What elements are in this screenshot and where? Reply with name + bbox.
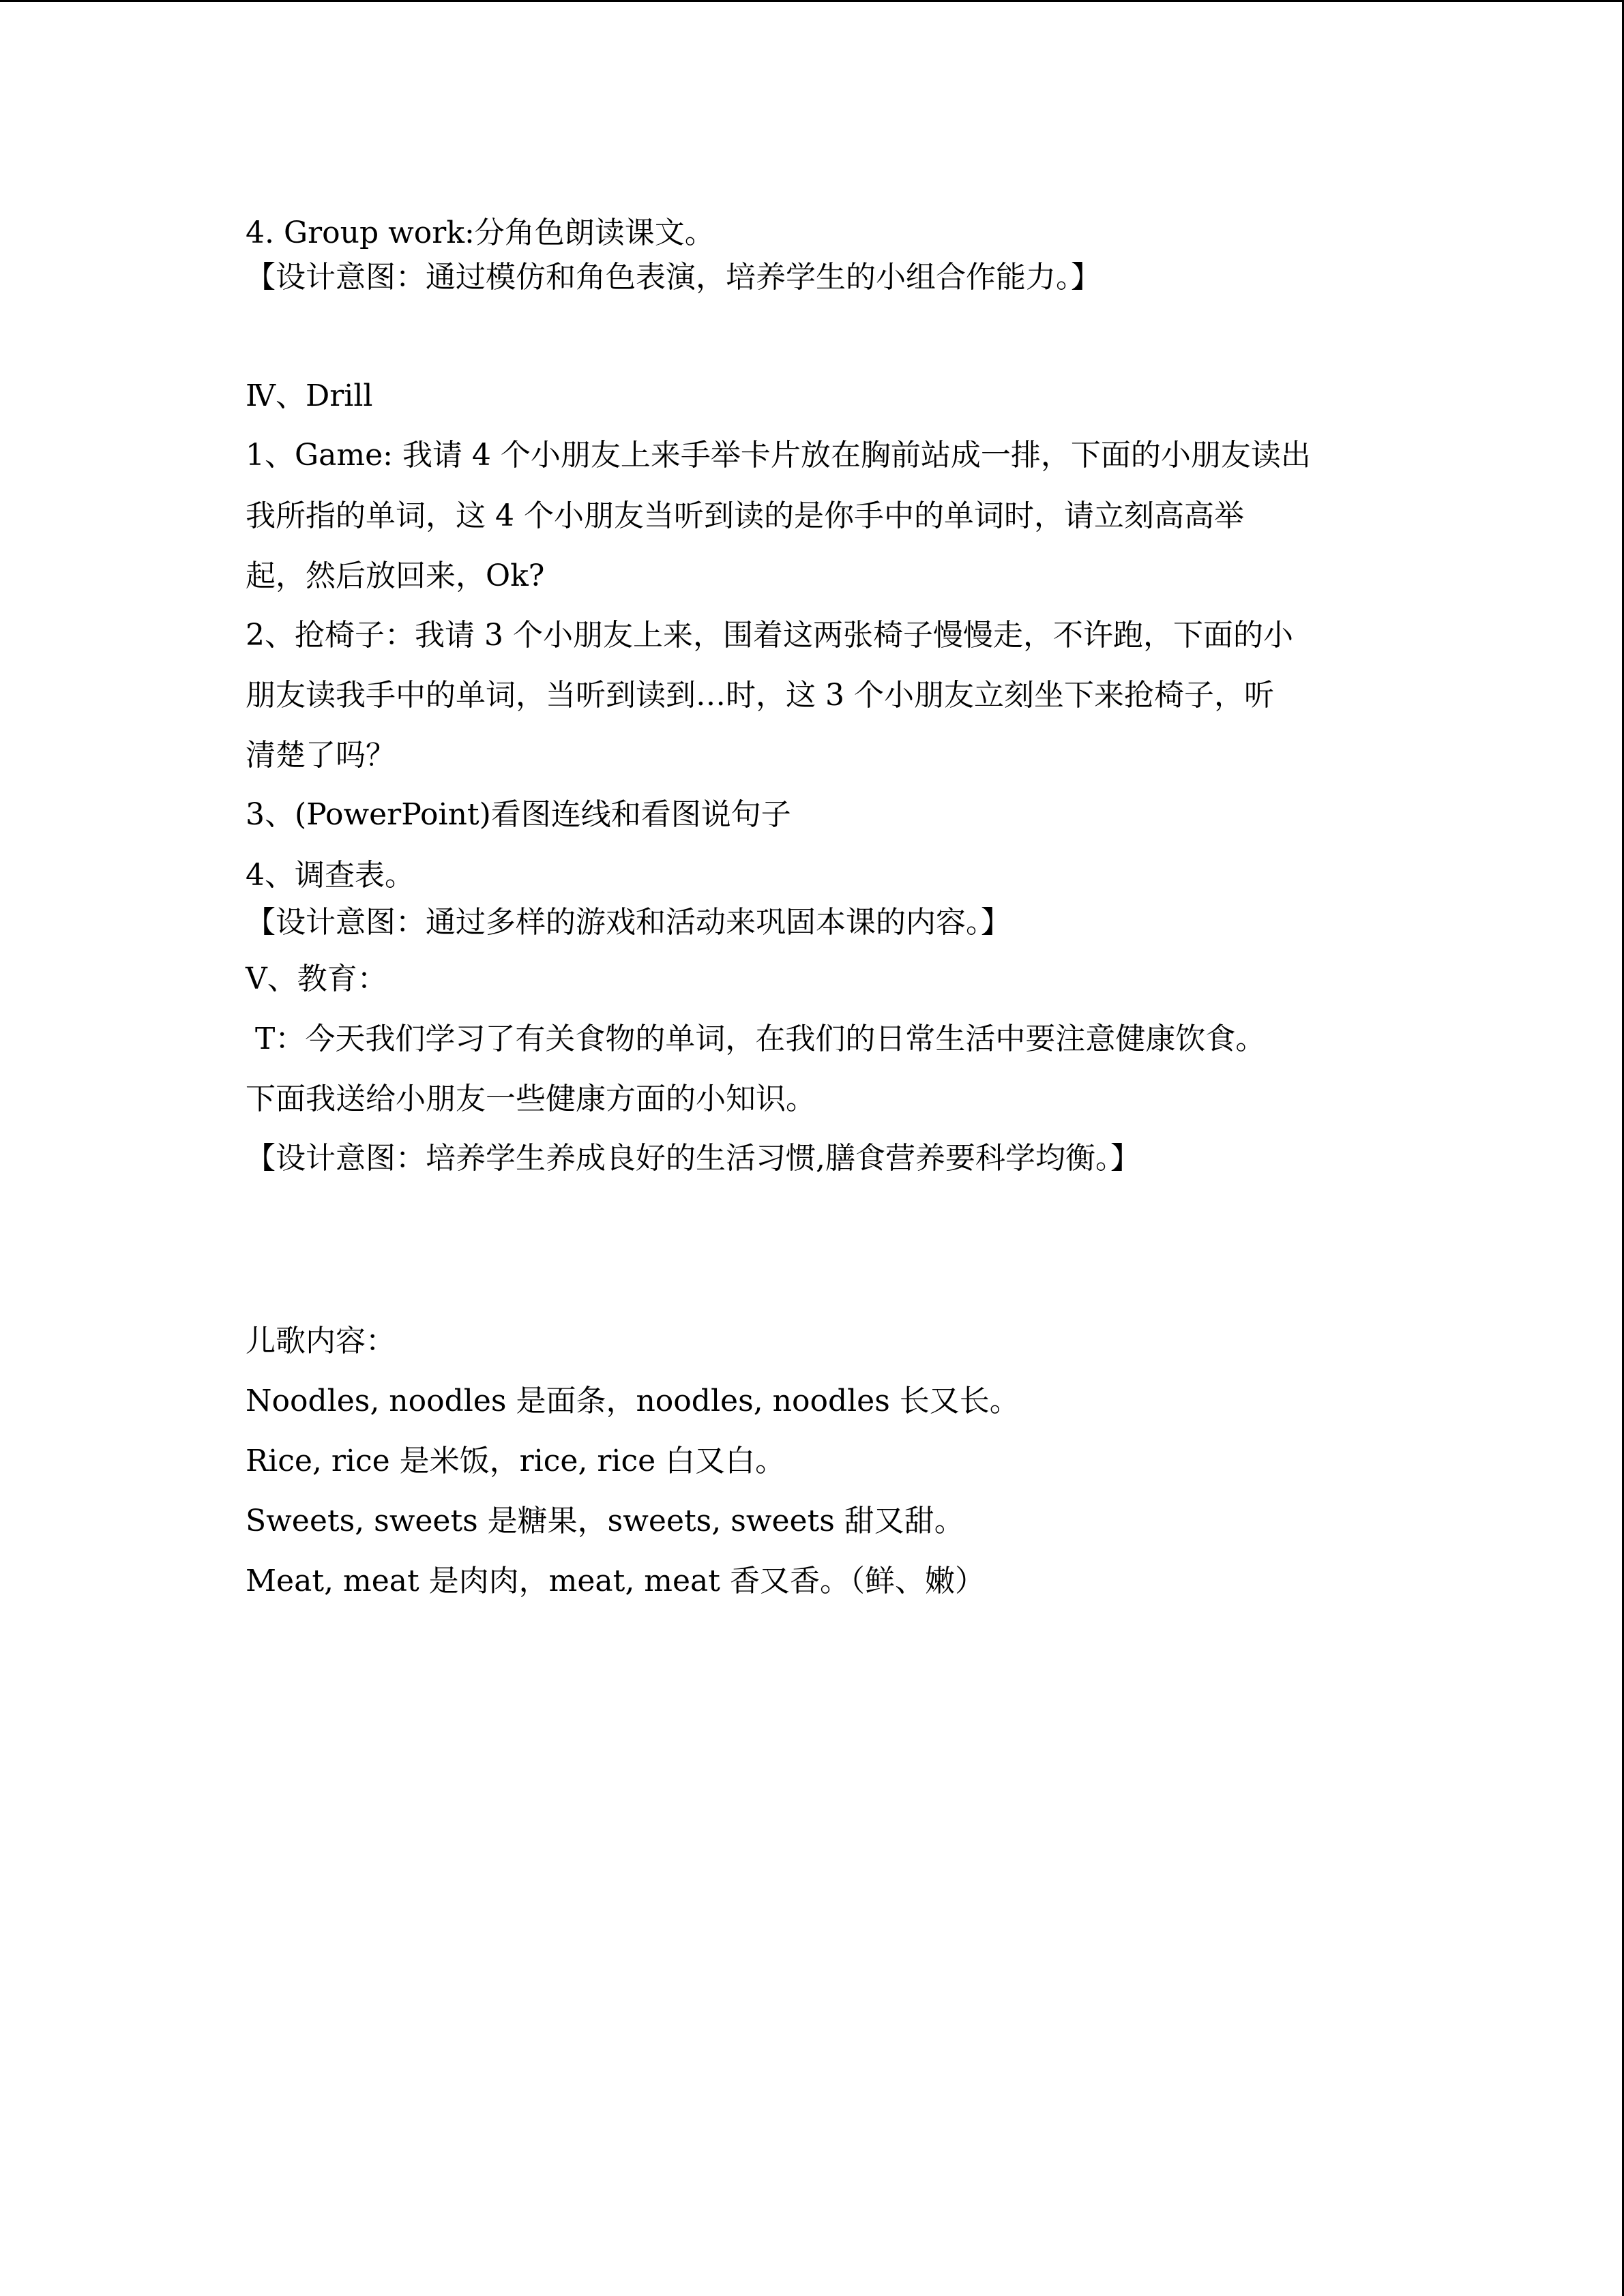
- page-border-top: [0, 0, 1624, 2]
- group-work-line: 4. Group work:分角色朗读课文。: [246, 215, 715, 250]
- design-intent-3: 【设计意图：培养学生养成良好的生活习惯,膳食营养要科学均衡。】: [246, 1141, 1140, 1176]
- game-line-3: 起，然后放回来，Ok?: [246, 558, 545, 593]
- design-intent-1: 【设计意图：通过模仿和角色表演，培养学生的小组合作能力。】: [246, 260, 1101, 295]
- chant-line-noodles: Noodles, noodles 是面条，noodles, noodles 长又长。: [246, 1384, 1020, 1418]
- education-line-1: T：今天我们学习了有关食物的单词，在我们的日常生活中要注意健康饮食。: [246, 1022, 1266, 1056]
- game-line-2: 我所指的单词，这 4 个小朋友当听到读的是你手中的单词时，请立刻高高举: [246, 498, 1244, 533]
- chant-line-rice: Rice, rice 是米饭，rice, rice 白又白。: [246, 1444, 786, 1478]
- education-line-2: 下面我送给小朋友一些健康方面的小知识。: [246, 1082, 816, 1116]
- chant-line-meat: Meat, meat 是肉肉，meat, meat 香又香。（鲜、嫩）: [246, 1564, 985, 1598]
- game-line-1: 1、Game: 我请 4 个小朋友上来手举卡片放在胸前站成一排，下面的小朋友读出: [246, 438, 1311, 473]
- chant-line-sweets: Sweets, sweets 是糖果，sweets, sweets 甜又甜。: [246, 1504, 964, 1538]
- design-intent-2: 【设计意图：通过多样的游戏和活动来巩固本课的内容。】: [246, 905, 1011, 940]
- chant-heading: 儿歌内容：: [246, 1324, 396, 1358]
- survey-line: 4、调查表。: [246, 858, 415, 893]
- powerpoint-line: 3、(PowerPoint)看图连线和看图说句子: [246, 797, 791, 832]
- chairs-line-1: 2、抢椅子：我请 3 个小朋友上来，围着这两张椅子慢慢走，不许跑，下面的小: [246, 618, 1293, 653]
- chairs-line-3: 清楚了吗？: [246, 738, 396, 773]
- drill-heading: Ⅳ、Drill: [246, 378, 373, 413]
- education-heading: Ⅴ、教育：: [246, 961, 387, 996]
- chairs-line-2: 朋友读我手中的单词，当听到读到…时，这 3 个小朋友立刻坐下来抢椅子，听: [246, 678, 1274, 713]
